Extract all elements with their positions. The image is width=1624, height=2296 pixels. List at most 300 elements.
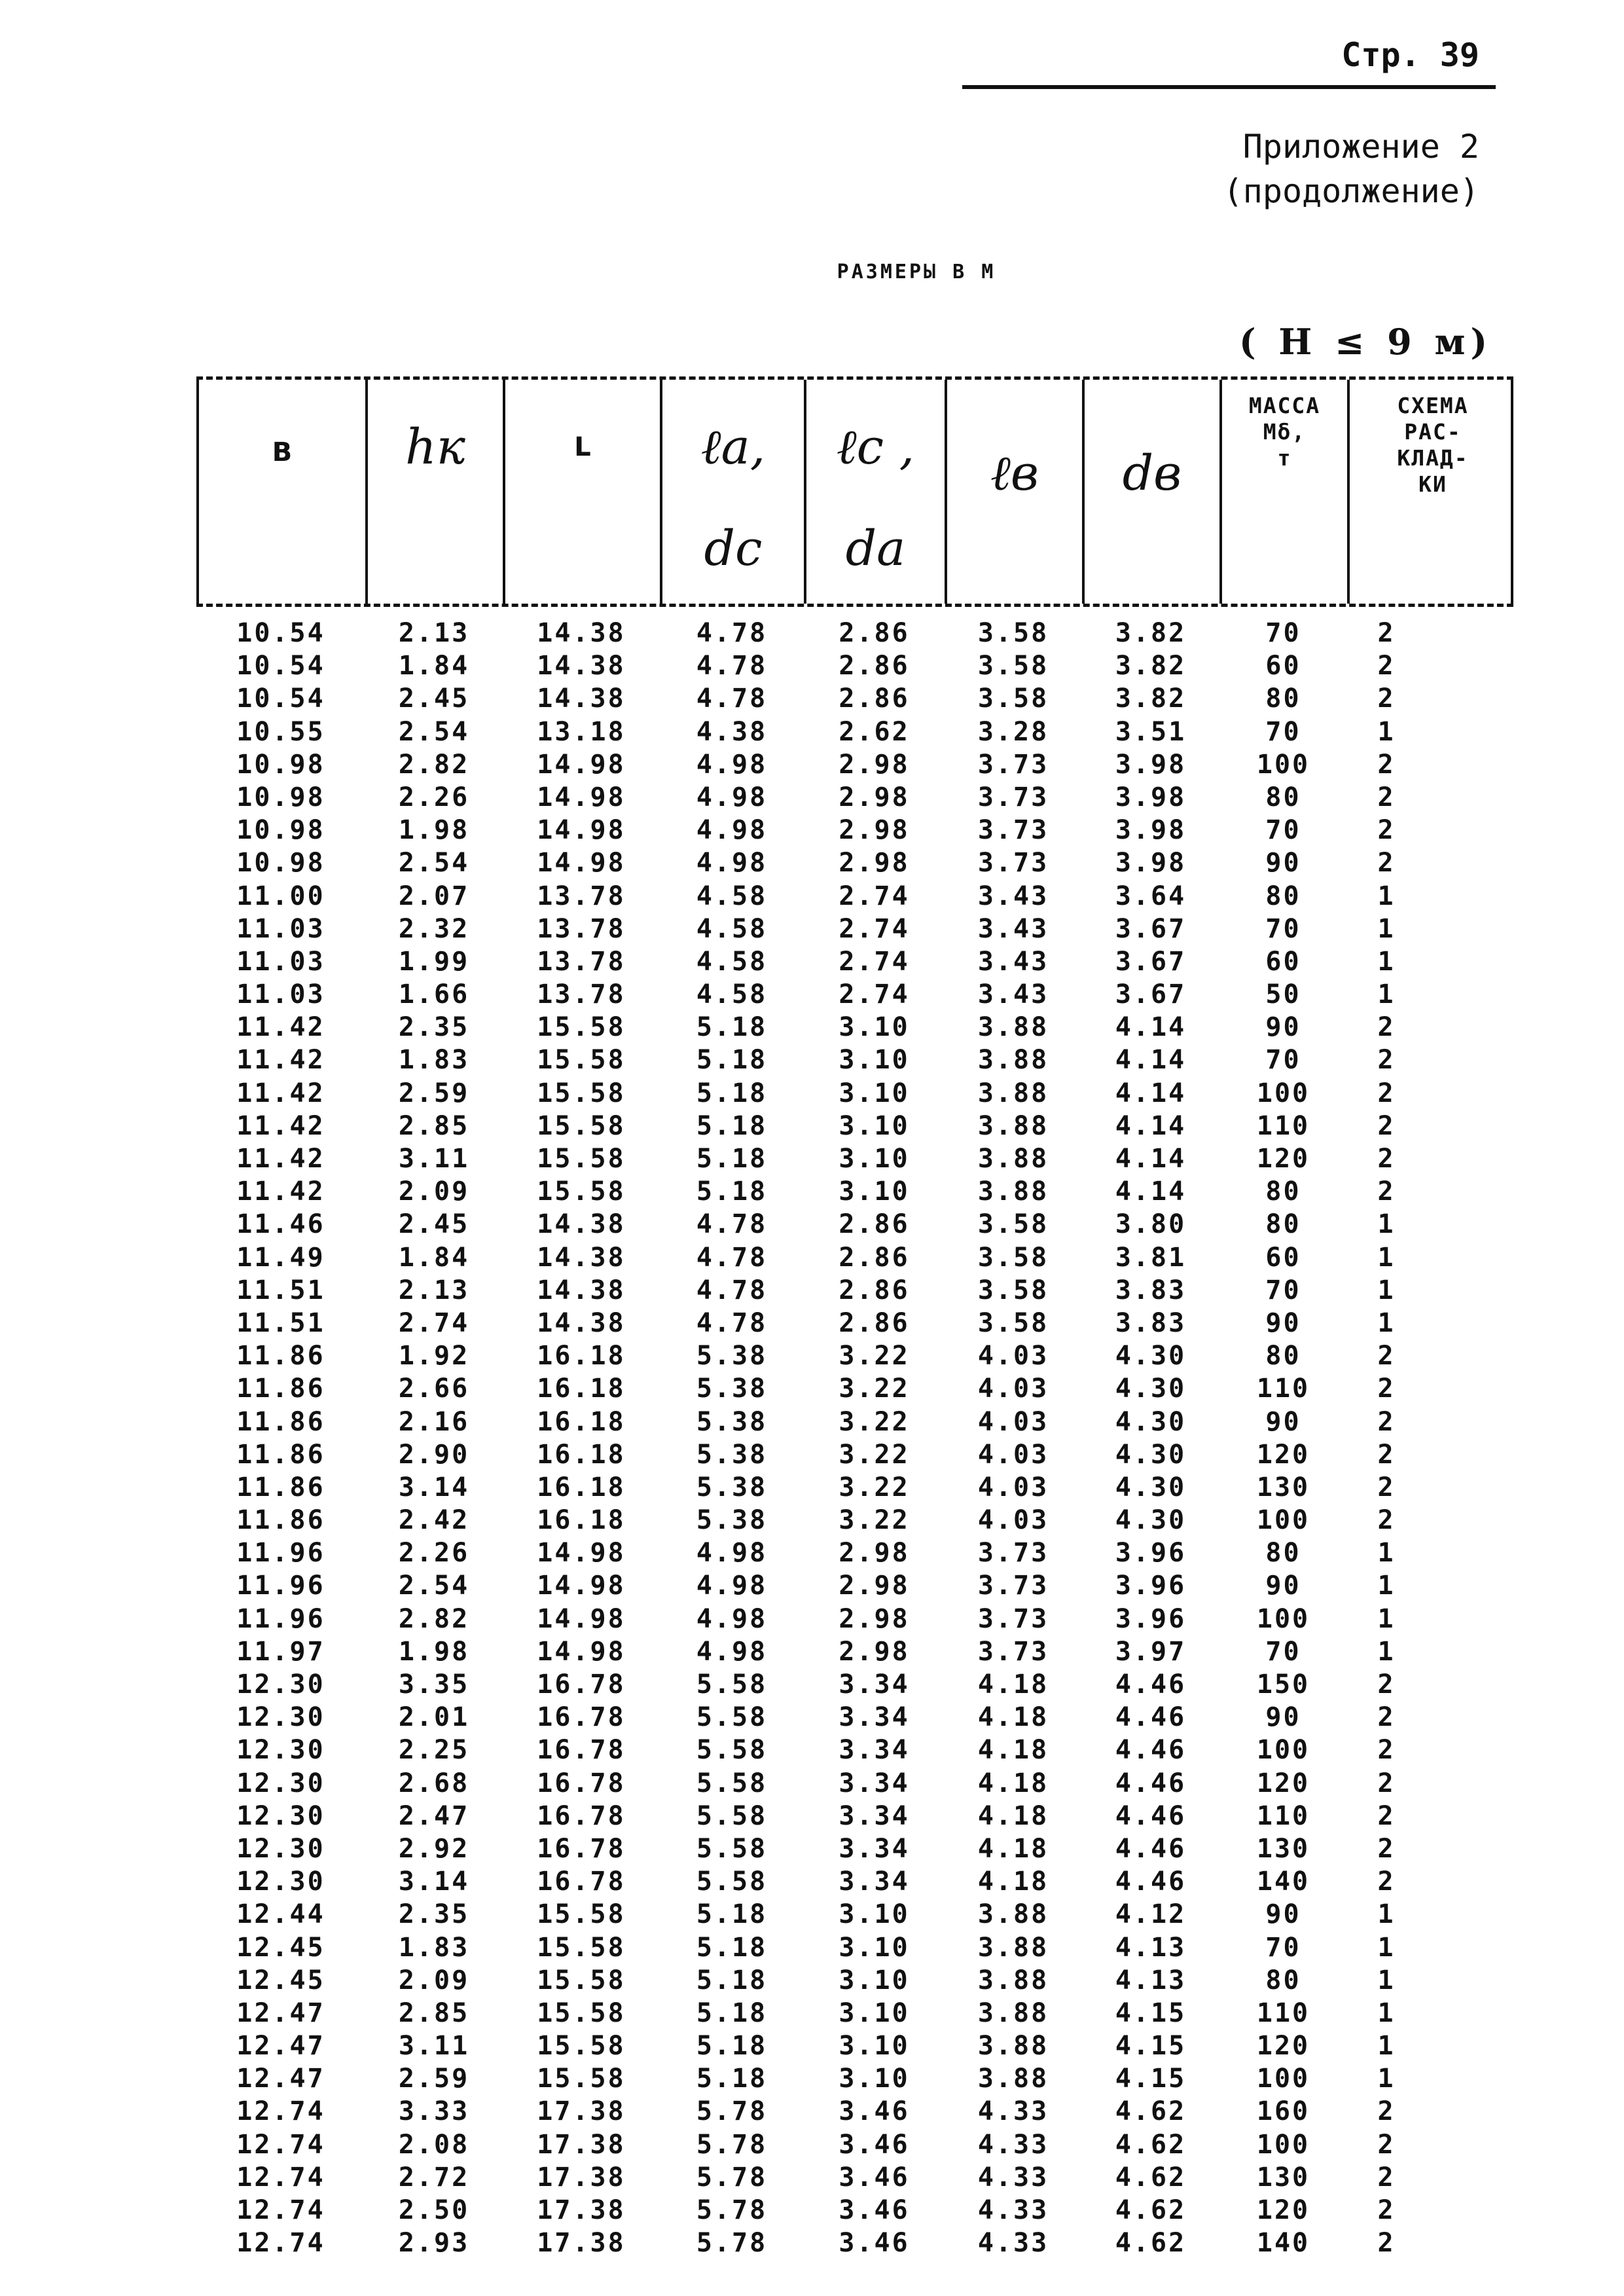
cell-L: 13.78 [537, 913, 626, 944]
table-row [196, 1832, 1513, 1865]
cell-L: 14.98 [537, 1571, 626, 1601]
table-row [196, 1406, 1513, 1438]
cell-lb: 3.58 [977, 1307, 1049, 1338]
cell-b: 12.47 [236, 2031, 325, 2062]
cell-scheme: 1 [1377, 1965, 1396, 1995]
cell-lc-da: 2.86 [839, 618, 910, 648]
cell-L: 16.18 [537, 1406, 626, 1437]
cell-la-dc: 4.78 [696, 651, 768, 682]
cell-hk: 2.35 [398, 1899, 470, 1930]
cell-hk: 1.83 [398, 1932, 470, 1963]
header-lb-label: ℓв [990, 445, 1039, 501]
cell-mass: 100 [1256, 1505, 1310, 1536]
cell-scheme: 1 [1377, 1932, 1396, 1963]
cell-b: 12.74 [236, 2129, 325, 2160]
cell-b: 12.30 [236, 1867, 325, 1897]
header-l-label: L [574, 432, 591, 462]
cell-lb: 3.88 [977, 1997, 1049, 2028]
cell-scheme: 2 [1377, 2162, 1396, 2193]
cell-mass: 110 [1256, 1374, 1310, 1404]
cell-L: 15.58 [537, 1997, 626, 2028]
cell-L: 16.78 [537, 1669, 626, 1700]
cell-hk: 2.85 [398, 1110, 470, 1141]
cell-mass: 90 [1265, 1012, 1301, 1043]
cell-la-dc: 4.58 [696, 913, 768, 944]
cell-mass: 80 [1265, 881, 1301, 911]
cell-lb: 3.28 [977, 716, 1049, 747]
cell-L: 14.98 [537, 815, 626, 846]
cell-hk: 2.50 [398, 2195, 470, 2225]
cell-hk: 2.82 [398, 1603, 470, 1634]
cell-L: 14.98 [537, 1603, 626, 1634]
cell-mass: 150 [1256, 1669, 1310, 1700]
cell-L: 16.78 [537, 1800, 626, 1831]
cell-la-dc: 5.58 [696, 1800, 768, 1831]
cell-scheme: 1 [1377, 2031, 1396, 2062]
cell-lc-da: 3.10 [839, 2064, 910, 2094]
cell-hk: 2.68 [398, 1768, 470, 1798]
cell-la-dc: 5.38 [696, 1505, 768, 1536]
cell-scheme: 2 [1377, 618, 1396, 648]
cell-L: 14.98 [537, 1636, 626, 1667]
cell-lb: 3.88 [977, 1110, 1049, 1141]
cell-mass: 100 [1256, 1078, 1310, 1108]
cell-lc-da: 2.74 [839, 881, 910, 911]
cell-lb: 4.18 [977, 1867, 1049, 1897]
cell-b: 12.30 [236, 1735, 325, 1766]
cell-lc-da: 3.10 [839, 1965, 910, 1995]
cell-hk: 2.54 [398, 716, 470, 747]
cell-scheme: 2 [1377, 2096, 1396, 2127]
cell-la-dc: 4.58 [696, 881, 768, 911]
header-lb [947, 380, 1085, 604]
cell-la-dc: 4.78 [696, 1209, 768, 1240]
cell-hk: 3.11 [398, 2031, 470, 2062]
cell-db: 4.14 [1115, 1045, 1187, 1076]
cell-db: 3.67 [1115, 913, 1187, 944]
cell-b: 10.55 [236, 716, 325, 747]
cell-L: 13.18 [537, 716, 626, 747]
table-row [196, 649, 1513, 682]
cell-hk: 2.09 [398, 1176, 470, 1207]
cell-lb: 3.43 [977, 979, 1049, 1010]
cell-lb: 3.73 [977, 1636, 1049, 1667]
cell-b: 10.54 [236, 618, 325, 648]
page-rule [962, 85, 1496, 89]
cell-lc-da: 3.10 [839, 1899, 910, 1930]
cell-b: 12.30 [236, 1833, 325, 1864]
table-row [196, 1800, 1513, 1832]
table-row [196, 2095, 1513, 2128]
cell-mass: 90 [1265, 1899, 1301, 1930]
cell-mass: 60 [1265, 946, 1301, 977]
cell-hk: 2.82 [398, 749, 470, 780]
table-row [196, 1767, 1513, 1800]
cell-lb: 3.73 [977, 782, 1049, 812]
table-row [196, 1635, 1513, 1668]
cell-mass: 90 [1265, 1702, 1301, 1733]
cell-lc-da: 3.46 [839, 2195, 910, 2225]
cell-mass: 110 [1256, 1997, 1310, 2028]
cell-lb: 3.88 [977, 1078, 1049, 1108]
cell-lb: 4.03 [977, 1374, 1049, 1404]
cell-L: 15.58 [537, 1045, 626, 1076]
cell-la-dc: 5.18 [696, 1176, 768, 1207]
cell-hk: 3.11 [398, 1144, 470, 1174]
table-row [196, 1307, 1513, 1339]
cell-db: 4.46 [1115, 1768, 1187, 1798]
cell-lb: 3.43 [977, 946, 1049, 977]
cell-scheme: 2 [1377, 1439, 1396, 1470]
cell-L: 16.78 [537, 1702, 626, 1733]
cell-scheme: 2 [1377, 651, 1396, 682]
cell-lc-da: 2.74 [839, 979, 910, 1010]
table-row [196, 2128, 1513, 2161]
cell-scheme: 2 [1377, 1176, 1396, 1207]
cell-la-dc: 5.38 [696, 1472, 768, 1503]
cell-lc-da: 3.10 [839, 1078, 910, 1108]
cell-mass: 70 [1265, 1636, 1301, 1667]
cell-b: 11.42 [236, 1176, 325, 1207]
cell-mass: 80 [1265, 1209, 1301, 1240]
cell-lc-da: 2.98 [839, 782, 910, 812]
cell-hk: 2.54 [398, 1571, 470, 1601]
cell-lb: 4.33 [977, 2228, 1049, 2259]
cell-mass: 70 [1265, 1045, 1301, 1076]
cell-hk: 3.33 [398, 2096, 470, 2127]
table-row [196, 2194, 1513, 2227]
cell-scheme: 2 [1377, 1406, 1396, 1437]
header-mass-label: МАССА Мδ, т [1248, 393, 1321, 471]
cell-la-dc: 5.78 [696, 2228, 768, 2259]
table-row [196, 748, 1513, 781]
cell-hk: 1.99 [398, 946, 470, 977]
cell-lb: 3.43 [977, 881, 1049, 911]
cell-scheme: 2 [1377, 683, 1396, 714]
cell-b: 12.30 [236, 1800, 325, 1831]
cell-L: 16.78 [537, 1867, 626, 1897]
cell-hk: 2.09 [398, 1965, 470, 1995]
cell-db: 4.13 [1115, 1932, 1187, 1963]
table-row [196, 1537, 1513, 1569]
table-row [196, 1339, 1513, 1372]
cell-hk: 1.66 [398, 979, 470, 1010]
table-row [196, 1011, 1513, 1044]
cell-L: 15.58 [537, 1899, 626, 1930]
table-row [196, 2161, 1513, 2194]
header-dc-label: dc [704, 520, 763, 577]
table-row [196, 1142, 1513, 1175]
cell-b: 11.86 [236, 1472, 325, 1503]
cell-mass: 140 [1256, 2228, 1310, 2259]
cell-db: 4.30 [1115, 1374, 1187, 1404]
cell-la-dc: 4.58 [696, 946, 768, 977]
cell-scheme: 2 [1377, 1669, 1396, 1700]
cell-la-dc: 5.78 [696, 2129, 768, 2160]
header-db [1085, 380, 1222, 604]
cell-L: 14.98 [537, 848, 626, 879]
cell-hk: 2.59 [398, 2064, 470, 2094]
cell-scheme: 2 [1377, 1144, 1396, 1174]
header-scheme-label: СХЕМА РАС- КЛАД- КИ [1397, 393, 1469, 497]
cell-hk: 2.92 [398, 1833, 470, 1864]
cell-la-dc: 5.58 [696, 1867, 768, 1897]
cell-mass: 80 [1265, 1538, 1301, 1569]
header-scheme [1350, 380, 1516, 604]
cell-db: 4.46 [1115, 1735, 1187, 1766]
cell-lb: 3.88 [977, 2031, 1049, 2062]
cell-db: 3.96 [1115, 1603, 1187, 1634]
cell-mass: 120 [1256, 2195, 1310, 2225]
cell-hk: 2.16 [398, 1406, 470, 1437]
cell-hk: 2.01 [398, 1702, 470, 1733]
cell-db: 4.46 [1115, 1833, 1187, 1864]
cell-la-dc: 5.18 [696, 1045, 768, 1076]
cell-mass: 70 [1265, 1932, 1301, 1963]
cell-lb: 3.73 [977, 1538, 1049, 1569]
table-row [196, 814, 1513, 847]
cell-lc-da: 2.86 [839, 1307, 910, 1338]
cell-lb: 4.03 [977, 1341, 1049, 1372]
cell-la-dc: 5.58 [696, 1768, 768, 1798]
cell-b: 12.74 [236, 2162, 325, 2193]
cell-L: 15.58 [537, 1932, 626, 1963]
cell-hk: 2.25 [398, 1735, 470, 1766]
cell-db: 4.46 [1115, 1867, 1187, 1897]
cell-lc-da: 2.86 [839, 1209, 910, 1240]
cell-b: 12.47 [236, 1997, 325, 2028]
cell-L: 16.78 [537, 1768, 626, 1798]
cell-la-dc: 4.98 [696, 815, 768, 846]
cell-b: 11.96 [236, 1571, 325, 1601]
cell-lc-da: 3.46 [839, 2096, 910, 2127]
cell-scheme: 1 [1377, 1538, 1396, 1569]
cell-lb: 4.18 [977, 1768, 1049, 1798]
cell-db: 3.98 [1115, 782, 1187, 812]
cell-mass: 80 [1265, 1341, 1301, 1372]
cell-scheme: 2 [1377, 1768, 1396, 1798]
table-row [196, 913, 1513, 945]
cell-mass: 70 [1265, 618, 1301, 648]
cell-la-dc: 4.98 [696, 1571, 768, 1601]
cell-lb: 4.33 [977, 2162, 1049, 2193]
cell-L: 14.38 [537, 651, 626, 682]
cell-lb: 4.33 [977, 2096, 1049, 2127]
cell-scheme: 2 [1377, 1505, 1396, 1536]
cell-lb: 4.03 [977, 1505, 1049, 1536]
cell-db: 4.62 [1115, 2162, 1187, 2193]
cell-hk: 1.84 [398, 651, 470, 682]
cell-b: 11.97 [236, 1636, 325, 1667]
cell-scheme: 2 [1377, 2129, 1396, 2160]
cell-mass: 90 [1265, 1406, 1301, 1437]
cell-hk: 3.14 [398, 1472, 470, 1503]
cell-lb: 3.73 [977, 848, 1049, 879]
cell-lc-da: 3.34 [839, 1702, 910, 1733]
cell-lc-da: 3.34 [839, 1669, 910, 1700]
cell-lc-da: 3.34 [839, 1800, 910, 1831]
cell-hk: 2.13 [398, 1275, 470, 1305]
table-row [196, 1701, 1513, 1734]
cell-lb: 4.03 [977, 1406, 1049, 1437]
cell-hk: 1.92 [398, 1341, 470, 1372]
cell-lc-da: 2.86 [839, 1275, 910, 1305]
cell-db: 4.46 [1115, 1702, 1187, 1733]
cell-la-dc: 4.58 [696, 979, 768, 1010]
cell-mass: 130 [1256, 1833, 1310, 1864]
cell-db: 4.14 [1115, 1144, 1187, 1174]
table-row [196, 1603, 1513, 1635]
cell-db: 3.98 [1115, 749, 1187, 780]
cell-scheme: 2 [1377, 1341, 1396, 1372]
cell-scheme: 1 [1377, 913, 1396, 944]
cell-la-dc: 5.78 [696, 2162, 768, 2193]
cell-scheme: 1 [1377, 1636, 1396, 1667]
cell-mass: 100 [1256, 1735, 1310, 1766]
cell-mass: 160 [1256, 2096, 1310, 2127]
cell-mass: 120 [1256, 1768, 1310, 1798]
cell-b: 12.74 [236, 2195, 325, 2225]
cell-b: 11.51 [236, 1307, 325, 1338]
cell-lb: 3.58 [977, 1275, 1049, 1305]
cell-mass: 70 [1265, 913, 1301, 944]
table-row [196, 1438, 1513, 1471]
cell-lc-da: 2.86 [839, 651, 910, 682]
cell-lc-da: 3.22 [839, 1406, 910, 1437]
table-row [196, 1208, 1513, 1241]
cell-L: 16.18 [537, 1341, 626, 1372]
cell-la-dc: 5.18 [696, 2031, 768, 2062]
cell-scheme: 1 [1377, 1275, 1396, 1305]
table-row [196, 2030, 1513, 2062]
cell-L: 15.58 [537, 2031, 626, 2062]
cell-la-dc: 5.18 [696, 1899, 768, 1930]
cell-mass: 50 [1265, 979, 1301, 1010]
cell-lb: 4.03 [977, 1439, 1049, 1470]
cell-L: 16.18 [537, 1472, 626, 1503]
cell-lc-da: 3.34 [839, 1735, 910, 1766]
cell-db: 3.67 [1115, 946, 1187, 977]
cell-mass: 60 [1265, 651, 1301, 682]
cell-b: 12.45 [236, 1932, 325, 1963]
cell-scheme: 2 [1377, 1078, 1396, 1108]
cell-b: 11.49 [236, 1242, 325, 1273]
cell-scheme: 1 [1377, 2064, 1396, 2094]
cell-hk: 2.45 [398, 1209, 470, 1240]
cell-db: 4.30 [1115, 1406, 1187, 1437]
cell-L: 14.38 [537, 683, 626, 714]
cell-scheme: 1 [1377, 1209, 1396, 1240]
cell-lb: 3.88 [977, 1899, 1049, 1930]
cell-lc-da: 2.98 [839, 1636, 910, 1667]
cell-lc-da: 3.10 [839, 2031, 910, 2062]
table-row [196, 978, 1513, 1011]
cell-db: 3.51 [1115, 716, 1187, 747]
cell-L: 13.78 [537, 881, 626, 911]
cell-scheme: 2 [1377, 1833, 1396, 1864]
cell-scheme: 1 [1377, 1571, 1396, 1601]
cell-lc-da: 3.22 [839, 1472, 910, 1503]
cell-lc-da: 3.22 [839, 1439, 910, 1470]
cell-mass: 70 [1265, 815, 1301, 846]
cell-L: 17.38 [537, 2162, 626, 2193]
cell-L: 14.98 [537, 782, 626, 812]
appendix-label [1113, 124, 1479, 213]
table-row [196, 847, 1513, 879]
cell-b: 10.98 [236, 782, 325, 812]
cell-b: 12.45 [236, 1965, 325, 1995]
cell-lb: 3.88 [977, 1012, 1049, 1043]
cell-mass: 100 [1256, 1603, 1310, 1634]
cell-L: 14.38 [537, 1307, 626, 1338]
cell-L: 14.98 [537, 1538, 626, 1569]
cell-L: 17.38 [537, 2228, 626, 2259]
cell-lb: 3.58 [977, 1242, 1049, 1273]
cell-scheme: 2 [1377, 782, 1396, 812]
cell-lc-da: 2.98 [839, 1603, 910, 1634]
table-row [196, 682, 1513, 715]
cell-db: 4.15 [1115, 2064, 1187, 2094]
cell-lc-da: 2.98 [839, 815, 910, 846]
table-row [196, 1668, 1513, 1701]
cell-la-dc: 4.98 [696, 782, 768, 812]
cell-la-dc: 5.38 [696, 1406, 768, 1437]
cell-lb: 4.03 [977, 1472, 1049, 1503]
cell-la-dc: 5.58 [696, 1735, 768, 1766]
cell-lb: 3.58 [977, 651, 1049, 682]
cell-db: 4.62 [1115, 2195, 1187, 2225]
height-condition: ( H ≤ 9 м) [1238, 321, 1492, 363]
cell-b: 11.96 [236, 1603, 325, 1634]
cell-b: 11.03 [236, 913, 325, 944]
cell-L: 16.18 [537, 1505, 626, 1536]
cell-la-dc: 5.78 [696, 2195, 768, 2225]
table-row [196, 2227, 1513, 2259]
cell-hk: 2.42 [398, 1505, 470, 1536]
cell-hk: 2.85 [398, 1997, 470, 2028]
cell-lc-da: 2.86 [839, 1242, 910, 1273]
cell-b: 11.96 [236, 1538, 325, 1569]
cell-mass: 80 [1265, 782, 1301, 812]
cell-scheme: 1 [1377, 1997, 1396, 2028]
cell-db: 3.98 [1115, 815, 1187, 846]
cell-lc-da: 3.34 [839, 1867, 910, 1897]
cell-la-dc: 5.78 [696, 2096, 768, 2127]
cell-lb: 4.33 [977, 2129, 1049, 2160]
cell-hk: 2.66 [398, 1374, 470, 1404]
cell-mass: 110 [1256, 1110, 1310, 1141]
cell-hk: 3.35 [398, 1669, 470, 1700]
table-row [196, 1175, 1513, 1208]
cell-la-dc: 4.98 [696, 1636, 768, 1667]
cell-scheme: 1 [1377, 1603, 1396, 1634]
cell-db: 4.30 [1115, 1439, 1187, 1470]
cell-mass: 120 [1256, 1144, 1310, 1174]
cell-la-dc: 5.38 [696, 1341, 768, 1372]
cell-b: 11.42 [236, 1110, 325, 1141]
cell-lb: 3.73 [977, 1603, 1049, 1634]
cell-scheme: 2 [1377, 848, 1396, 879]
table-row [196, 880, 1513, 913]
cell-mass: 120 [1256, 2031, 1310, 2062]
table-row [196, 1865, 1513, 1898]
table-row [196, 2062, 1513, 2095]
cell-lc-da: 3.46 [839, 2129, 910, 2160]
cell-L: 15.58 [537, 1110, 626, 1141]
table-row [196, 945, 1513, 978]
table-row [196, 716, 1513, 748]
cell-L: 17.38 [537, 2129, 626, 2160]
